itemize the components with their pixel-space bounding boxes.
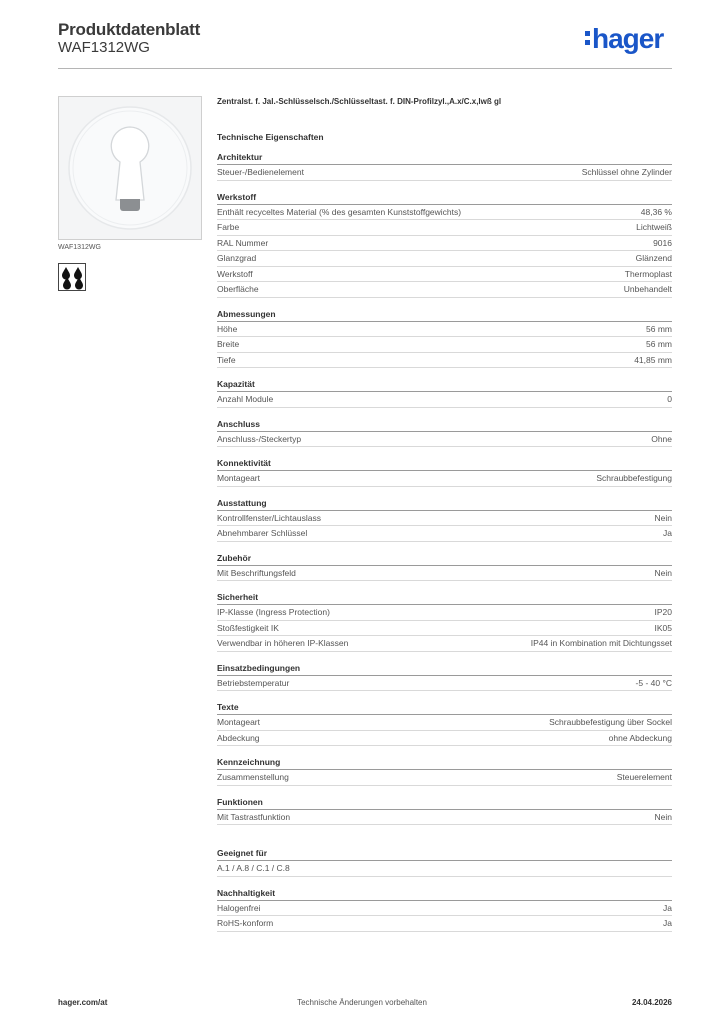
spec-label: Montageart bbox=[217, 473, 260, 483]
spec-row bbox=[217, 353, 672, 369]
spec-label: Abnehmbarer Schlüssel bbox=[217, 528, 308, 538]
spec-label: Verwendbar in höheren IP-Klassen bbox=[217, 638, 349, 648]
spec-row bbox=[217, 770, 672, 786]
spec-group bbox=[217, 846, 672, 877]
product-image bbox=[58, 96, 202, 240]
spec-row bbox=[217, 715, 672, 731]
spec-row bbox=[217, 676, 672, 692]
spec-value: IP20 bbox=[654, 607, 672, 617]
spec-group bbox=[217, 661, 672, 692]
spec-group-title: Abmessungen bbox=[217, 307, 672, 322]
spec-label: Abdeckung bbox=[217, 732, 260, 743]
spec-row bbox=[217, 471, 672, 487]
footer-website: hager.com/at bbox=[58, 998, 108, 1007]
spec-row bbox=[217, 605, 672, 621]
key-switch-cover-illustration bbox=[59, 97, 201, 239]
spec-group bbox=[217, 886, 672, 932]
footer-date: 24.04.2026 bbox=[631, 998, 672, 1007]
spec-label: Kontrollfenster/Lichtauslass bbox=[217, 512, 321, 523]
spec-label: Steuer-/Bedienelement bbox=[217, 167, 304, 177]
spec-label: A.1 / A.8 / C.1 / C.8 bbox=[217, 863, 290, 873]
spec-value: 56 mm bbox=[646, 339, 672, 349]
spec-group-title: Nachhaltigkeit bbox=[217, 886, 672, 901]
spec-row bbox=[217, 526, 672, 542]
spec-label: Höhe bbox=[217, 323, 238, 334]
spec-label: Betriebstemperatur bbox=[217, 677, 290, 688]
spec-label: Montageart bbox=[217, 717, 260, 727]
spec-value: 9016 bbox=[653, 237, 672, 248]
spec-row bbox=[217, 220, 672, 236]
spec-group bbox=[217, 795, 672, 826]
spec-row bbox=[217, 392, 672, 408]
spec-label: Halogenfrei bbox=[217, 902, 261, 913]
spec-row bbox=[217, 205, 672, 221]
document-title: Produktdatenblatt bbox=[58, 20, 201, 39]
spec-row bbox=[217, 251, 672, 267]
spec-group-title: Geeignet für bbox=[217, 846, 672, 861]
spec-label: Stoßfestigkeit IK bbox=[217, 622, 279, 633]
spec-value: Schraubbefestigung über Sockel bbox=[549, 717, 672, 727]
spec-label: Mit Tastrastfunktion bbox=[217, 811, 291, 822]
spec-label: Farbe bbox=[217, 222, 240, 232]
water-drops-icon bbox=[58, 263, 86, 291]
spec-label: Tiefe bbox=[217, 354, 236, 365]
spec-group bbox=[217, 456, 672, 487]
spec-label: Zusammenstellung bbox=[217, 772, 289, 782]
spec-groups bbox=[217, 150, 672, 932]
spec-group-title: Anschluss bbox=[217, 417, 672, 432]
spec-row bbox=[217, 901, 672, 917]
spec-value: IP44 in Kombination mit Dichtungsset bbox=[530, 638, 672, 648]
spec-row bbox=[217, 165, 672, 181]
spec-row bbox=[217, 636, 672, 652]
spec-value: Schraubbefestigung bbox=[596, 473, 672, 483]
spec-group-title: Texte bbox=[217, 700, 672, 715]
spec-group bbox=[217, 496, 672, 542]
spec-value: Ohne bbox=[651, 433, 672, 444]
logo-dots bbox=[585, 31, 590, 49]
spec-row bbox=[217, 861, 672, 877]
product-code: WAF1312WG bbox=[58, 39, 150, 56]
spec-group-title: Architektur bbox=[217, 150, 672, 165]
spec-value: 48,36 % bbox=[640, 206, 672, 217]
spec-value: Nein bbox=[654, 567, 672, 578]
spec-label: Mit Beschriftungsfeld bbox=[217, 567, 296, 578]
spec-value: Ja bbox=[663, 902, 672, 913]
spec-value: IK05 bbox=[654, 622, 672, 633]
spec-value: Lichtweiß bbox=[636, 222, 672, 232]
spec-value: Nein bbox=[654, 512, 672, 523]
spec-label: Anschluss-/Steckertyp bbox=[217, 433, 302, 444]
spec-group-title: Zubehör bbox=[217, 551, 672, 566]
spec-value: Unbehandelt bbox=[623, 284, 672, 294]
spec-group bbox=[217, 700, 672, 746]
spec-value: Nein bbox=[654, 811, 672, 822]
spec-group bbox=[217, 551, 672, 582]
hager-logo bbox=[592, 24, 663, 54]
spec-value: Steuerelement bbox=[616, 772, 672, 782]
spec-label: Enthält recyceltes Material (% des gesamten Kunststoffgewichts) bbox=[217, 206, 462, 217]
spec-group-title: Sicherheit bbox=[217, 590, 672, 605]
spec-value: 56 mm bbox=[646, 323, 672, 334]
spec-value: 41,85 mm bbox=[634, 354, 672, 365]
spec-label: IP-Klasse (Ingress Protection) bbox=[217, 607, 330, 617]
spec-value: Thermoplast bbox=[624, 268, 672, 279]
spec-label: RAL Nummer bbox=[217, 237, 269, 248]
spec-group bbox=[217, 755, 672, 786]
spec-group-title: Funktionen bbox=[217, 795, 672, 810]
spec-row bbox=[217, 282, 672, 298]
spec-value: Ja bbox=[663, 918, 672, 928]
spec-group-title: Ausstattung bbox=[217, 496, 672, 511]
spec-row bbox=[217, 810, 672, 826]
spec-row bbox=[217, 322, 672, 338]
header-divider bbox=[58, 68, 672, 69]
spec-group bbox=[217, 417, 672, 448]
spec-label: Werkstoff bbox=[217, 268, 253, 279]
spec-value: 0 bbox=[667, 394, 672, 404]
footer-disclaimer: Technische Änderungen vorbehalten bbox=[297, 998, 427, 1007]
spec-row bbox=[217, 267, 672, 283]
spec-group-title: Konnektivität bbox=[217, 456, 672, 471]
spec-value: Ja bbox=[663, 528, 672, 538]
spec-label: Breite bbox=[217, 339, 240, 349]
spec-row bbox=[217, 621, 672, 637]
spec-row bbox=[217, 236, 672, 252]
spec-row bbox=[217, 337, 672, 353]
spec-group-title: Einsatzbedingungen bbox=[217, 661, 672, 676]
spec-label: RoHS-konform bbox=[217, 918, 274, 928]
spec-group bbox=[217, 307, 672, 369]
spec-row bbox=[217, 566, 672, 582]
spec-label: Anzahl Module bbox=[217, 394, 274, 404]
spec-group-title: Kapazität bbox=[217, 377, 672, 392]
spec-row bbox=[217, 432, 672, 448]
spec-group-title: Kennzeichnung bbox=[217, 755, 672, 770]
product-description: Zentralst. f. Jal.-Schlüsselsch./Schlüsseltast. f. DIN-Profilzyl.,A.x/C.x,lwß gl bbox=[217, 97, 502, 106]
spec-row bbox=[217, 916, 672, 932]
spec-row bbox=[217, 731, 672, 747]
spec-group bbox=[217, 377, 672, 408]
spec-value: ohne Abdeckung bbox=[608, 732, 672, 743]
spec-row bbox=[217, 511, 672, 527]
spec-group bbox=[217, 150, 672, 181]
technical-properties-heading: Technische Eigenschaften bbox=[217, 132, 324, 142]
spec-group bbox=[217, 190, 672, 298]
spec-label: Oberfläche bbox=[217, 284, 259, 294]
spec-group bbox=[217, 590, 672, 652]
spec-group-title: Werkstoff bbox=[217, 190, 672, 205]
spec-value: -5 - 40 °C bbox=[635, 677, 672, 688]
spec-content bbox=[217, 96, 672, 941]
spec-value: Schlüssel ohne Zylinder bbox=[581, 167, 672, 177]
spec-label: Glanzgrad bbox=[217, 253, 257, 263]
spec-value: Glänzend bbox=[635, 253, 672, 263]
logo-text: hager bbox=[592, 23, 664, 54]
image-caption: WAF1312WG bbox=[58, 244, 101, 251]
